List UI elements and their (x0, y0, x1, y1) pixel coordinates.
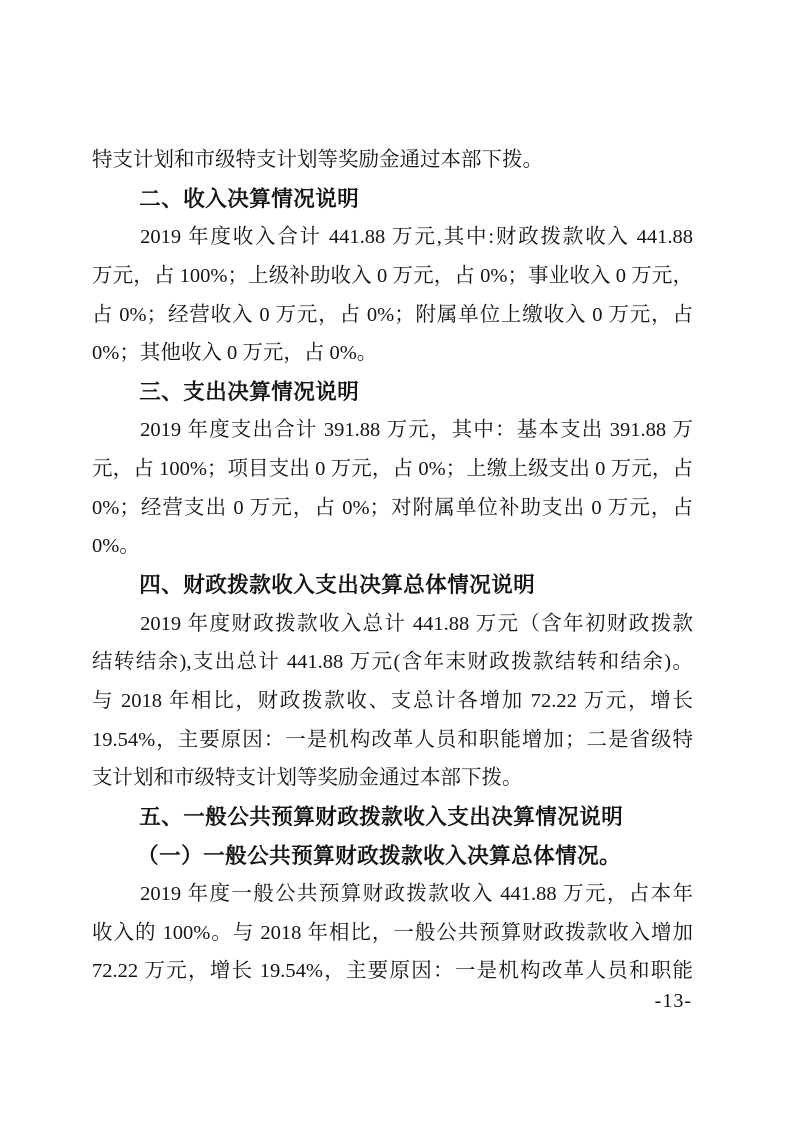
body-line: 2019 年度收入合计 441.88 万元,其中:财政拨款收入 441.88 (140, 226, 693, 249)
body-line: 元，占 100%；项目支出 0 万元，占 0%；上缴上级支出 0 万元，占 (92, 458, 693, 481)
body-line: 万元，占 100%；上级补助收入 0 万元，占 0%；事业收入 0 万元， (92, 264, 693, 287)
body-line: 19.54%，主要原因：一是机构改革人员和职能增加；二是省级特 (92, 728, 693, 751)
document-content (92, 141, 693, 991)
body-line: 特支计划和市级特支计划等奖励金通过本部下拨。 (92, 149, 543, 171)
sub-section-heading: （一）一般公共预算财政拨款收入决算总体情况。 (137, 843, 622, 868)
body-line: 2019 年度支出合计 391.88 万元，其中：基本支出 391.88 万 (140, 419, 693, 442)
body-line: 2019 年度一般公共预算财政拨款收入 441.88 万元，占本年 (140, 883, 693, 906)
section-heading: 三、支出决算情况说明 (139, 379, 360, 404)
body-line: 收入的 100%。与 2018 年相比，一般公共预算财政拨款收入增加 (92, 921, 693, 944)
body-line: 占 0%；经营收入 0 万元，占 0%；附属单位上缴收入 0 万元，占 (92, 303, 693, 326)
body-line: 2019 年度财政拨款收入总计 441.88 万元（含年初财政拨款 (140, 612, 693, 635)
body-line: 与 2018 年相比，财政拨款收、支总计各增加 72.22 万元，增长 (92, 689, 693, 712)
section-heading: 四、财政拨款收入支出决算总体情况说明 (139, 573, 536, 598)
section-heading: 五、一般公共预算财政拨款收入支出决算情况说明 (139, 804, 624, 829)
body-line: 支计划和市级特支计划等奖励金通过本部下拨。 (92, 767, 523, 790)
body-line: 结转结余),支出总计 441.88 万元(含年末财政拨款结转和结余)。 (92, 651, 693, 674)
body-line: 0%；其他收入 0 万元，占 0%。 (92, 342, 378, 365)
body-line: 0%；经营支出 0 万元，占 0%；对附属单位补助支出 0 万元，占 (92, 496, 693, 519)
section-heading: 二、收入决算情况说明 (139, 186, 360, 211)
body-line: 72.22 万元，增长 19.54%，主要原因：一是机构改革人员和职能 (92, 960, 693, 983)
body-line: 0%。 (92, 535, 140, 558)
page-number: -13- (654, 990, 692, 1012)
